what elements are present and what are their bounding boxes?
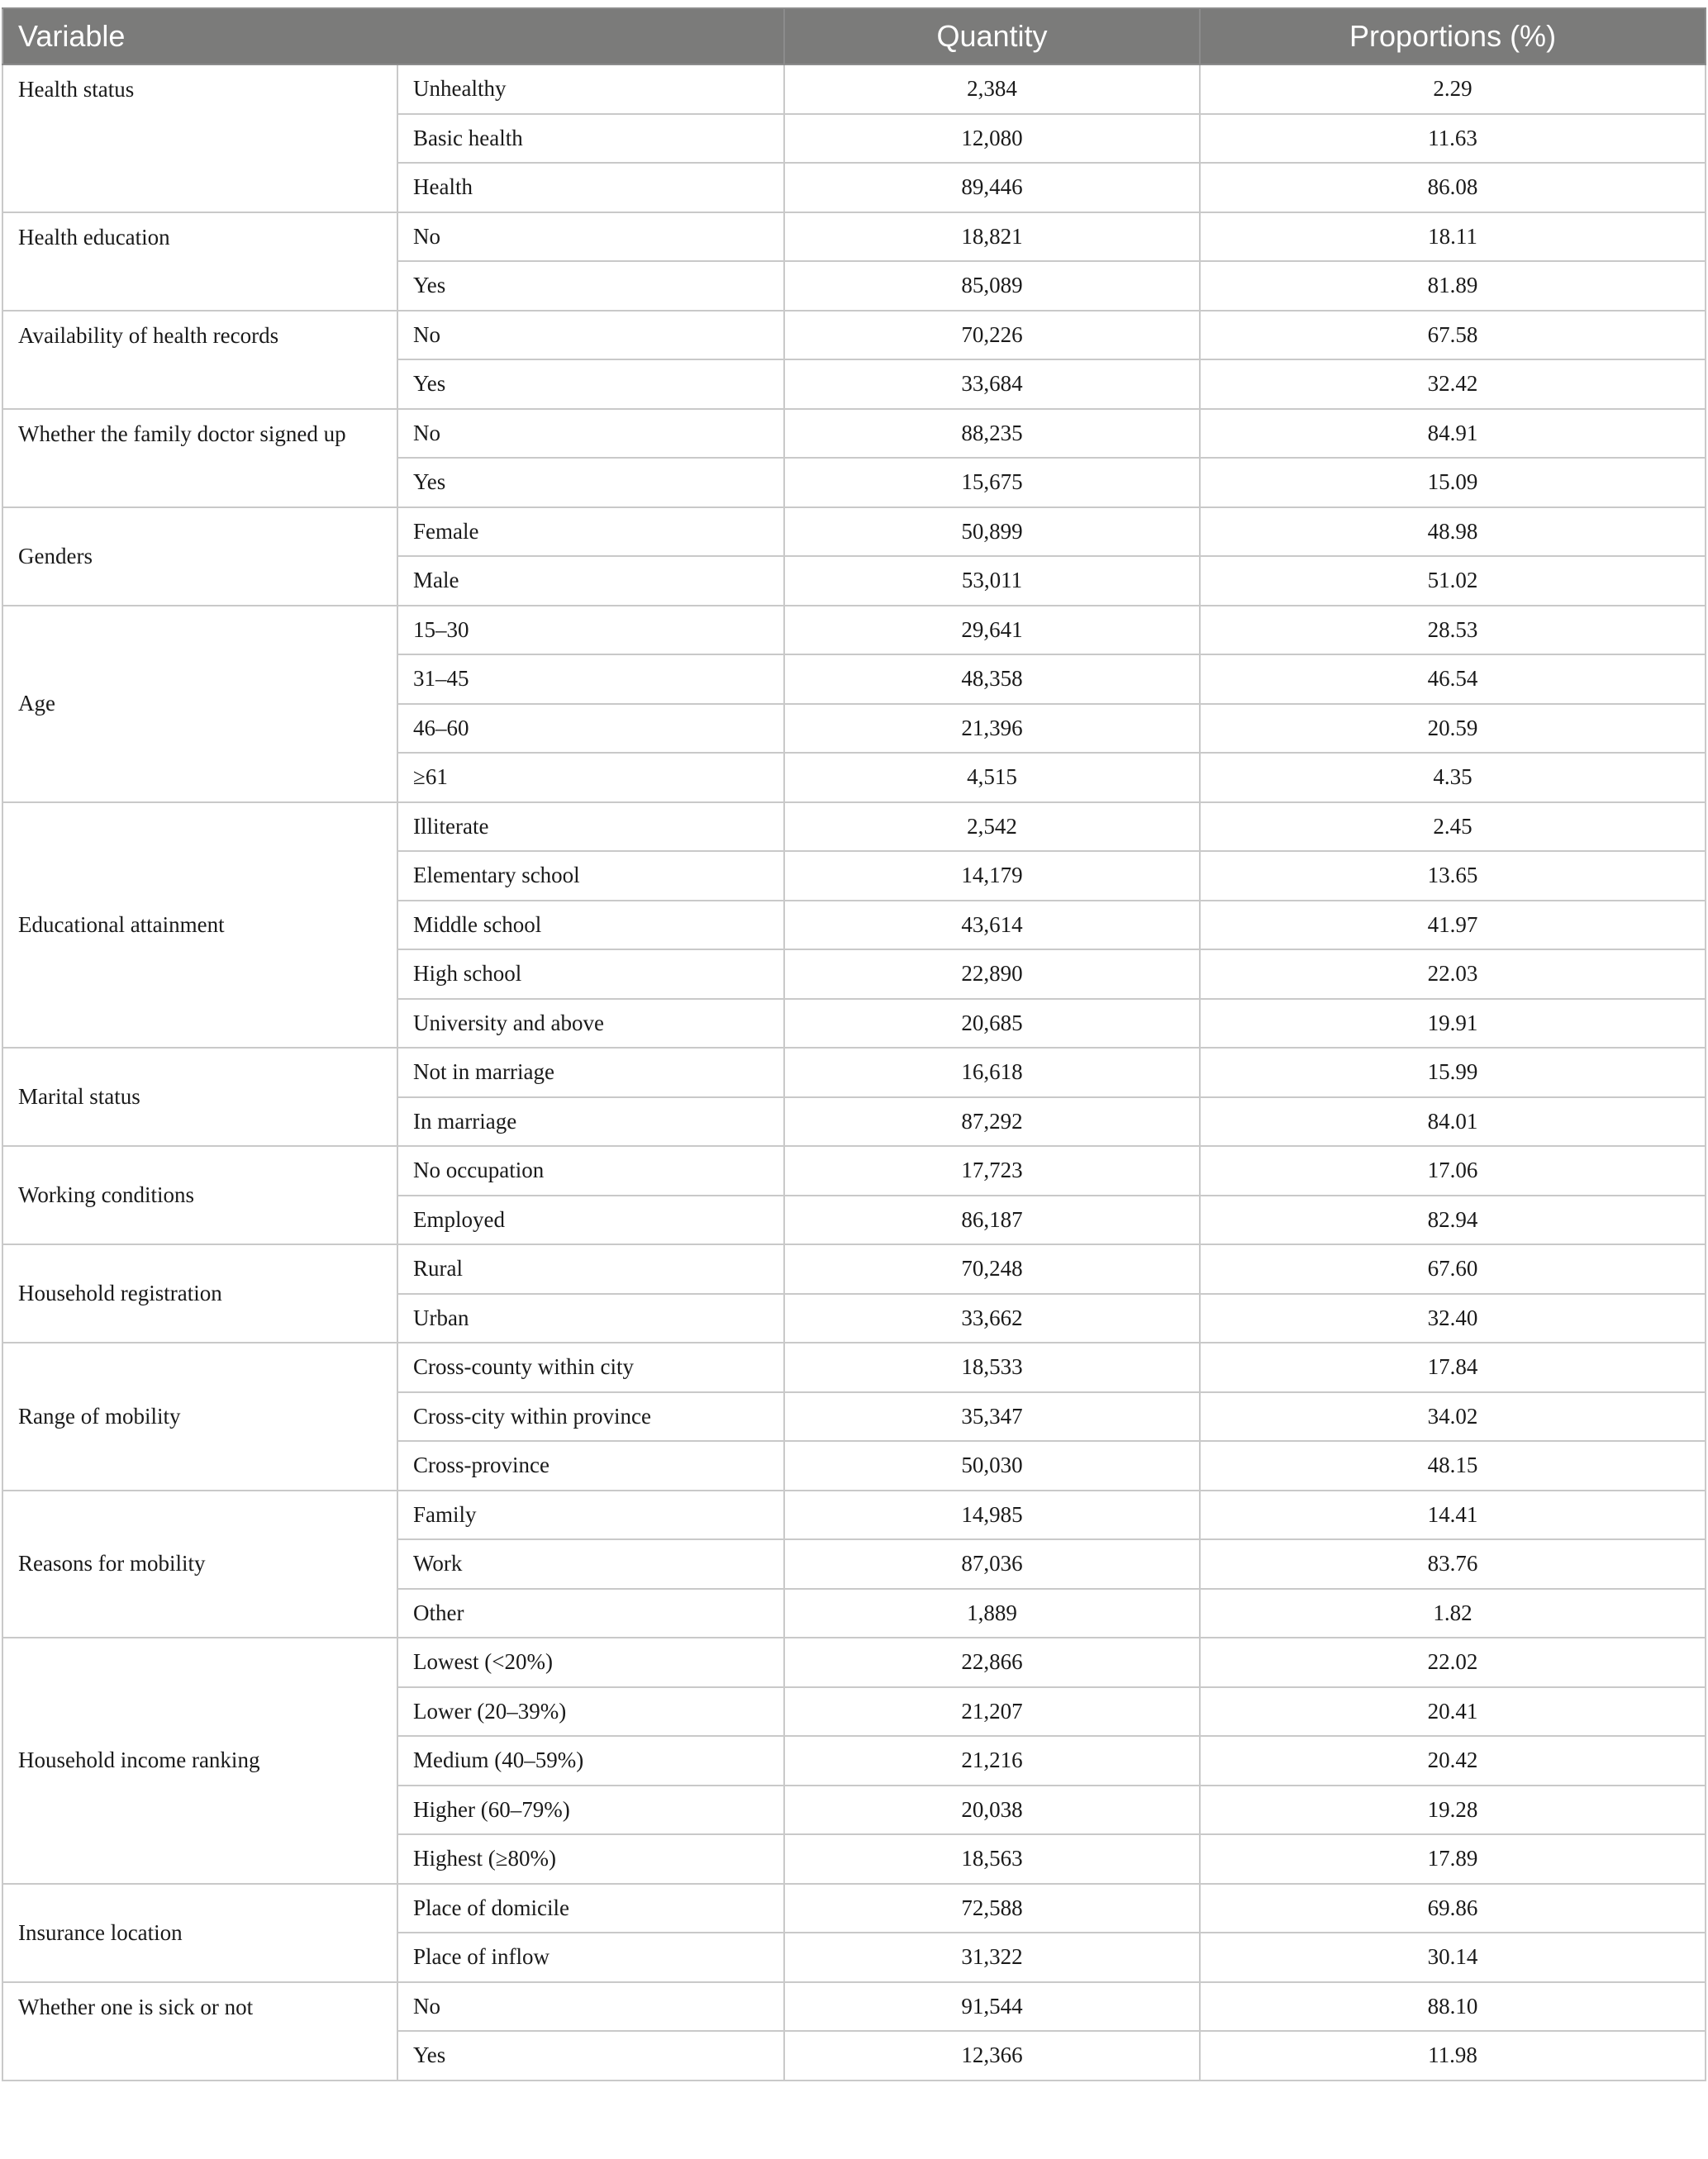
proportion-cell: 15.99: [1200, 1048, 1706, 1097]
quantity-cell: 18,563: [784, 1834, 1200, 1884]
variable-cell: Educational attainment: [2, 802, 397, 1049]
category-cell: Male: [397, 556, 784, 606]
quantity-cell: 53,011: [784, 556, 1200, 606]
category-cell: Work: [397, 1539, 784, 1589]
proportion-cell: 46.54: [1200, 654, 1706, 704]
category-cell: Illiterate: [397, 802, 784, 852]
category-cell: ≥61: [397, 753, 784, 802]
quantity-cell: 20,038: [784, 1786, 1200, 1835]
table-row: [2, 1146, 1706, 1196]
category-cell: Cross-county within city: [397, 1343, 784, 1392]
category-cell: Not in marriage: [397, 1048, 784, 1097]
quantity-cell: 35,347: [784, 1392, 1200, 1442]
proportion-cell: 67.58: [1200, 311, 1706, 360]
quantity-cell: 14,179: [784, 851, 1200, 901]
quantity-cell: 87,292: [784, 1097, 1200, 1147]
header-variable: Variable: [2, 8, 784, 64]
table-row: [2, 409, 1706, 459]
table-header: [2, 8, 1706, 64]
proportion-cell: 83.76: [1200, 1539, 1706, 1589]
category-cell: Higher (60–79%): [397, 1786, 784, 1835]
variable-cell: Whether one is sick or not: [2, 1982, 397, 2081]
proportion-cell: 17.06: [1200, 1146, 1706, 1196]
category-cell: Cross-city within province: [397, 1392, 784, 1442]
table-row: [2, 64, 1706, 114]
quantity-cell: 87,036: [784, 1539, 1200, 1589]
variable-cell: Availability of health records: [2, 311, 397, 409]
proportion-cell: 32.42: [1200, 359, 1706, 409]
quantity-cell: 48,358: [784, 654, 1200, 704]
category-cell: Rural: [397, 1244, 784, 1294]
category-cell: Other: [397, 1589, 784, 1638]
quantity-cell: 91,544: [784, 1982, 1200, 2032]
table-row: [2, 606, 1706, 655]
header-quantity: Quantity: [784, 8, 1200, 64]
table-body: [2, 64, 1706, 2081]
proportion-cell: 13.65: [1200, 851, 1706, 901]
proportion-cell: 1.82: [1200, 1589, 1706, 1638]
quantity-cell: 21,396: [784, 704, 1200, 754]
variable-cell: Health status: [2, 64, 397, 212]
table-row: [2, 1982, 1706, 2032]
proportion-cell: 48.98: [1200, 507, 1706, 557]
proportion-cell: 20.59: [1200, 704, 1706, 754]
proportion-cell: 22.03: [1200, 949, 1706, 999]
proportion-cell: 69.86: [1200, 1884, 1706, 1933]
category-cell: Unhealthy: [397, 64, 784, 114]
quantity-cell: 18,821: [784, 212, 1200, 262]
variable-cell: Working conditions: [2, 1146, 397, 1244]
category-cell: High school: [397, 949, 784, 999]
table-row: [2, 507, 1706, 557]
quantity-cell: 2,384: [784, 64, 1200, 114]
variable-cell: Genders: [2, 507, 397, 606]
proportion-cell: 22.02: [1200, 1638, 1706, 1687]
quantity-cell: 31,322: [784, 1933, 1200, 1982]
category-cell: Lowest (<20%): [397, 1638, 784, 1687]
proportion-cell: 20.42: [1200, 1736, 1706, 1786]
quantity-cell: 14,985: [784, 1491, 1200, 1540]
proportion-cell: 2.45: [1200, 802, 1706, 852]
table-row: [2, 1048, 1706, 1097]
quantity-cell: 21,216: [784, 1736, 1200, 1786]
quantity-cell: 21,207: [784, 1687, 1200, 1737]
category-cell: 15–30: [397, 606, 784, 655]
quantity-cell: 85,089: [784, 261, 1200, 311]
quantity-cell: 70,226: [784, 311, 1200, 360]
proportion-cell: 28.53: [1200, 606, 1706, 655]
proportion-cell: 82.94: [1200, 1196, 1706, 1245]
proportion-cell: 51.02: [1200, 556, 1706, 606]
quantity-cell: 89,446: [784, 163, 1200, 212]
category-cell: Urban: [397, 1294, 784, 1343]
variable-cell: Age: [2, 606, 397, 802]
category-cell: Highest (≥80%): [397, 1834, 784, 1884]
category-cell: Place of domicile: [397, 1884, 784, 1933]
category-cell: Yes: [397, 261, 784, 311]
table-row: [2, 1491, 1706, 1540]
category-cell: Yes: [397, 2031, 784, 2081]
proportion-cell: 30.14: [1200, 1933, 1706, 1982]
header-proportions: Proportions (%): [1200, 8, 1706, 64]
quantity-cell: 17,723: [784, 1146, 1200, 1196]
category-cell: Cross-province: [397, 1441, 784, 1491]
quantity-cell: 15,675: [784, 458, 1200, 507]
table-row: [2, 1884, 1706, 1933]
variable-cell: Whether the family doctor signed up: [2, 409, 397, 507]
category-cell: Yes: [397, 458, 784, 507]
quantity-cell: 86,187: [784, 1196, 1200, 1245]
category-cell: Family: [397, 1491, 784, 1540]
category-cell: Health: [397, 163, 784, 212]
proportion-cell: 17.89: [1200, 1834, 1706, 1884]
category-cell: Middle school: [397, 901, 784, 950]
quantity-cell: 22,866: [784, 1638, 1200, 1687]
quantity-cell: 29,641: [784, 606, 1200, 655]
quantity-cell: 18,533: [784, 1343, 1200, 1392]
category-cell: Lower (20–39%): [397, 1687, 784, 1737]
category-cell: Basic health: [397, 114, 784, 164]
category-cell: Place of inflow: [397, 1933, 784, 1982]
quantity-cell: 1,889: [784, 1589, 1200, 1638]
category-cell: 31–45: [397, 654, 784, 704]
quantity-cell: 50,030: [784, 1441, 1200, 1491]
category-cell: Medium (40–59%): [397, 1736, 784, 1786]
table-row: [2, 1343, 1706, 1392]
quantity-cell: 70,248: [784, 1244, 1200, 1294]
proportion-cell: 2.29: [1200, 64, 1706, 114]
quantity-cell: 16,618: [784, 1048, 1200, 1097]
category-cell: 46–60: [397, 704, 784, 754]
quantity-cell: 20,685: [784, 999, 1200, 1049]
category-cell: Female: [397, 507, 784, 557]
variable-cell: Household income ranking: [2, 1638, 397, 1884]
quantity-cell: 12,366: [784, 2031, 1200, 2081]
proportion-cell: 34.02: [1200, 1392, 1706, 1442]
proportion-cell: 84.91: [1200, 409, 1706, 459]
variable-cell: Household registration: [2, 1244, 397, 1343]
proportion-cell: 20.41: [1200, 1687, 1706, 1737]
proportion-cell: 88.10: [1200, 1982, 1706, 2032]
quantity-cell: 33,684: [784, 359, 1200, 409]
proportion-cell: 81.89: [1200, 261, 1706, 311]
variable-cell: Insurance location: [2, 1884, 397, 1982]
table-row: [2, 1638, 1706, 1687]
proportion-cell: 15.09: [1200, 458, 1706, 507]
quantity-cell: 22,890: [784, 949, 1200, 999]
proportion-cell: 84.01: [1200, 1097, 1706, 1147]
proportion-cell: 19.91: [1200, 999, 1706, 1049]
quantity-cell: 4,515: [784, 753, 1200, 802]
category-cell: No occupation: [397, 1146, 784, 1196]
proportion-cell: 67.60: [1200, 1244, 1706, 1294]
proportion-cell: 48.15: [1200, 1441, 1706, 1491]
category-cell: No: [397, 311, 784, 360]
proportion-cell: 11.63: [1200, 114, 1706, 164]
variable-cell: Health education: [2, 212, 397, 311]
data-table-container: [2, 7, 1705, 2081]
proportion-cell: 19.28: [1200, 1786, 1706, 1835]
table-row: [2, 212, 1706, 262]
quantity-cell: 2,542: [784, 802, 1200, 852]
proportion-cell: 41.97: [1200, 901, 1706, 950]
table-row: [2, 1244, 1706, 1294]
category-cell: No: [397, 409, 784, 459]
header-row: [2, 8, 1706, 64]
quantity-cell: 43,614: [784, 901, 1200, 950]
proportion-cell: 14.41: [1200, 1491, 1706, 1540]
quantity-cell: 72,588: [784, 1884, 1200, 1933]
category-cell: No: [397, 212, 784, 262]
variable-cell: Marital status: [2, 1048, 397, 1146]
proportion-cell: 17.84: [1200, 1343, 1706, 1392]
category-cell: Yes: [397, 359, 784, 409]
quantity-cell: 88,235: [784, 409, 1200, 459]
quantity-cell: 33,662: [784, 1294, 1200, 1343]
proportion-cell: 11.98: [1200, 2031, 1706, 2081]
proportion-cell: 86.08: [1200, 163, 1706, 212]
category-cell: Employed: [397, 1196, 784, 1245]
table-row: [2, 311, 1706, 360]
category-cell: University and above: [397, 999, 784, 1049]
category-cell: Elementary school: [397, 851, 784, 901]
proportion-cell: 4.35: [1200, 753, 1706, 802]
variable-cell: Reasons for mobility: [2, 1491, 397, 1638]
data-table: [2, 7, 1706, 2081]
proportion-cell: 32.40: [1200, 1294, 1706, 1343]
quantity-cell: 12,080: [784, 114, 1200, 164]
category-cell: In marriage: [397, 1097, 784, 1147]
quantity-cell: 50,899: [784, 507, 1200, 557]
variable-cell: Range of mobility: [2, 1343, 397, 1491]
table-row: [2, 802, 1706, 852]
category-cell: No: [397, 1982, 784, 2032]
proportion-cell: 18.11: [1200, 212, 1706, 262]
